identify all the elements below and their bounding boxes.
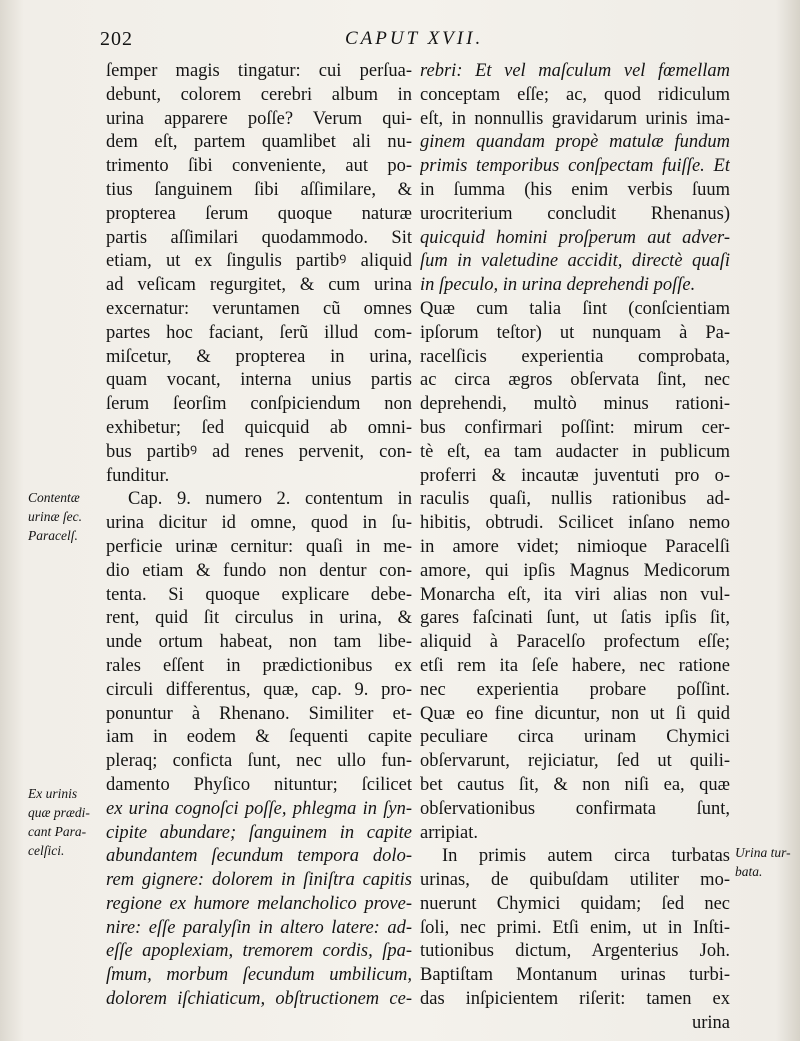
text-line: obſervationibus confirmata ſunt,: [420, 798, 730, 819]
margin-note-line: celſici.: [28, 843, 65, 858]
margin-note-ex-urinis: [28, 784, 90, 860]
margin-note-line: Contentæ: [28, 490, 80, 505]
left-text-column: [106, 60, 412, 1012]
text-line: ex urina cognoſci poſſe, phlegma in ſyn-: [106, 798, 412, 819]
text-line: nec experientia probare poſſint.: [420, 679, 730, 700]
text-line: quam vocant, interna unius partis: [106, 370, 412, 391]
text-line: rebri: Et vel maſculum vel fœmellam: [420, 61, 730, 81]
text-line: exhibetur; ſed quicquid ab omni-: [106, 417, 412, 438]
text-line: obſervarunt, rejiciatur, ſed ut quili-: [420, 751, 730, 772]
text-line: funditur.: [106, 465, 170, 486]
margin-note-line: cant Para-: [28, 824, 87, 839]
text-line: iam in eodem & ſequenti capite: [106, 727, 412, 748]
text-line: etſi rem ita ſeſe habere, nec ratione: [420, 655, 730, 676]
text-line: proferri & incautæ juventuti pro o-: [420, 465, 730, 486]
text-line: partes hoc faciant, ſerũ illud com-: [106, 322, 412, 343]
text-line: in ſpeculo, in urina deprehendi poſſe.: [420, 275, 696, 296]
text-line: debunt, colorem cerebri album in: [106, 84, 412, 105]
text-line: urocriterium concludit Rhenanus): [420, 203, 730, 224]
text-line: amore, qui ipſis Magnus Medicorum: [420, 560, 730, 581]
text-line: tè eſt, ea tam audacter in publicum: [420, 441, 730, 462]
text-line: peculiare circa urinam Chymici: [420, 727, 730, 748]
text-line: racelſicis experientia comprobata,: [420, 346, 730, 367]
running-head: CAPUT XVII.: [345, 28, 484, 49]
text-line: in ſumma (his enim verbis ſuum: [420, 179, 730, 200]
text-line: In primis autem circa turbatas: [442, 846, 730, 867]
text-line: rent, quid ſit circulus in urina, &: [106, 608, 412, 629]
right-text-column: [420, 60, 730, 1036]
text-line: dio etiam & fundo non dentur con-: [106, 560, 412, 581]
text-line: dolorem iſchiaticum, obſtructionem ce-: [106, 989, 412, 1010]
text-line: primis temporibus conſpectam fuiſſe. Et: [420, 156, 730, 177]
text-line: Monarcha eſt, ita viri alias non vul-: [420, 584, 730, 605]
text-line: Baptiſtam Montanum urinas turbi-: [420, 965, 730, 986]
text-line: ſerum ſeorſim conſpiciendum non: [106, 394, 412, 415]
text-line: ipſorum teſtor) ut nunquam à Pa-: [420, 322, 730, 343]
text-line: abundantem ſecundum tempora dolo-: [106, 846, 412, 867]
text-line: ad veſicam regurgitet, & cum urina: [106, 275, 412, 296]
text-line: tenta. Si quoque explicare debe-: [106, 584, 412, 605]
text-line: Cap. 9. numero 2. contentum in: [128, 489, 412, 510]
text-line: arripiat.: [420, 822, 479, 843]
text-line: urina: [691, 1012, 730, 1033]
text-line: ponuntur à Rhenano. Similiter et-: [106, 703, 412, 724]
text-line: ſum in valetudine accidit, directè quaſi: [420, 251, 730, 272]
text-line: unde ortum habeat, non tam libe-: [106, 632, 412, 653]
text-line: urinas, de quibuſdam utiliter mo-: [420, 870, 730, 891]
margin-note-line: Paracelſ.: [28, 528, 78, 543]
text-line: bet cautus ſit, & non niſi ea, quæ: [420, 774, 730, 795]
text-line: raculis quaſi, nullis rationibus ad-: [420, 489, 730, 510]
text-line: gares faſcinati ſunt, ut ſatis ipſis ſit,: [420, 608, 730, 629]
text-line: Quæ cum talia ſint (conſcientiam: [420, 298, 730, 319]
text-line: tius ſanguinem ſibi aſſimilare, &: [106, 179, 412, 200]
margin-note-line: Urina tur-: [735, 845, 791, 860]
margin-note-urina-turbata: [735, 843, 791, 881]
text-line: in amore videt; nimioque Paracelſi: [420, 536, 730, 557]
text-line: eſſe apoplexiam, tremorem cordis, ſpa-: [106, 941, 412, 962]
text-line: quicquid homini proſperum aut adver-: [420, 227, 730, 248]
text-line: bus partibꝰ ad renes pervenit, con-: [106, 441, 412, 462]
margin-note-line: urinæ ſec.: [28, 509, 82, 524]
text-line: ſmum, morbum ſecundum umbilicum,: [106, 965, 412, 986]
text-line: hibitis, obtrudi. Scilicet inſano nemo: [420, 513, 730, 534]
text-line: conceptam eſſe; ac, quod ridiculum: [420, 84, 730, 105]
text-line: urina dicitur id omne, quod in ſu-: [106, 513, 412, 534]
text-line: ginem quandam propè matulæ fundum: [420, 132, 730, 153]
text-line: trimento ſibi conveniente, aut po-: [106, 156, 412, 177]
text-line: etiam, ut ex ſingulis partibꝰ aliquid: [106, 251, 412, 272]
text-line: eſt, in nonnullis gravidarum urinis ima-: [420, 108, 730, 129]
text-line: das inſpicientem riſerit: tamen ex: [420, 989, 730, 1010]
text-line: rem gignere: dolorem in ſiniſtra capitis: [106, 870, 412, 891]
text-line: perficie urinæ cernitur: quaſi in me-: [106, 536, 412, 557]
text-line: partis aſſimilari quodammodo. Sit: [106, 227, 412, 248]
text-line: regione ex humore melancholico prove-: [106, 893, 412, 914]
text-line: bus confirmari poſſint: mirum cer-: [420, 417, 730, 438]
text-line: ſoli, nec primi. Etſi enim, ut in Inſti-: [420, 917, 730, 938]
text-line: nire: eſſe paralyſin in altero latere: ad-: [106, 917, 412, 938]
text-line: damento Phyſico nituntur; ſcilicet: [106, 774, 412, 795]
page-number: 202: [100, 28, 133, 50]
margin-note-contentae: [28, 488, 82, 545]
text-line: cipite abundare; ſanguinem in capite: [106, 822, 412, 843]
text-line: pleraq; conficta ſunt, nec ullo fun-: [106, 751, 412, 772]
text-line: dem eſt, partem quamlibet ali nu-: [106, 132, 412, 153]
text-line: aliquid à Paracelſo profectum eſſe;: [420, 632, 730, 653]
text-line: ac circa ægros obſervata ſint, nec: [420, 370, 730, 391]
margin-note-line: quæ prædi-: [28, 805, 90, 820]
margin-note-line: bata.: [735, 864, 763, 879]
text-line: tutionibus dictum, Argenterius Joh.: [420, 941, 730, 962]
text-line: miſcetur, & propterea in urina,: [106, 346, 412, 367]
text-line: circuli differentus, quæ, cap. 9. pro-: [106, 679, 412, 700]
text-line: ſemper magis tingatur: cui perſua-: [106, 61, 412, 81]
text-line: excernatur: veruntamen cũ omnes: [106, 298, 412, 319]
text-line: Quæ eo fine dicuntur, non ut ſi quid: [420, 703, 730, 724]
text-line: rales eſſent in prædictionibus ex: [106, 655, 412, 676]
text-line: urina apparere poſſe? Verum qui-: [106, 108, 412, 129]
margin-note-line: Ex urinis: [28, 786, 78, 801]
text-line: nuerunt Chymici quidam; ſed nec: [420, 893, 730, 914]
text-line: deprehendi, multò minus rationi-: [420, 394, 730, 415]
text-line: propterea ſerum quoque naturæ: [106, 203, 412, 224]
